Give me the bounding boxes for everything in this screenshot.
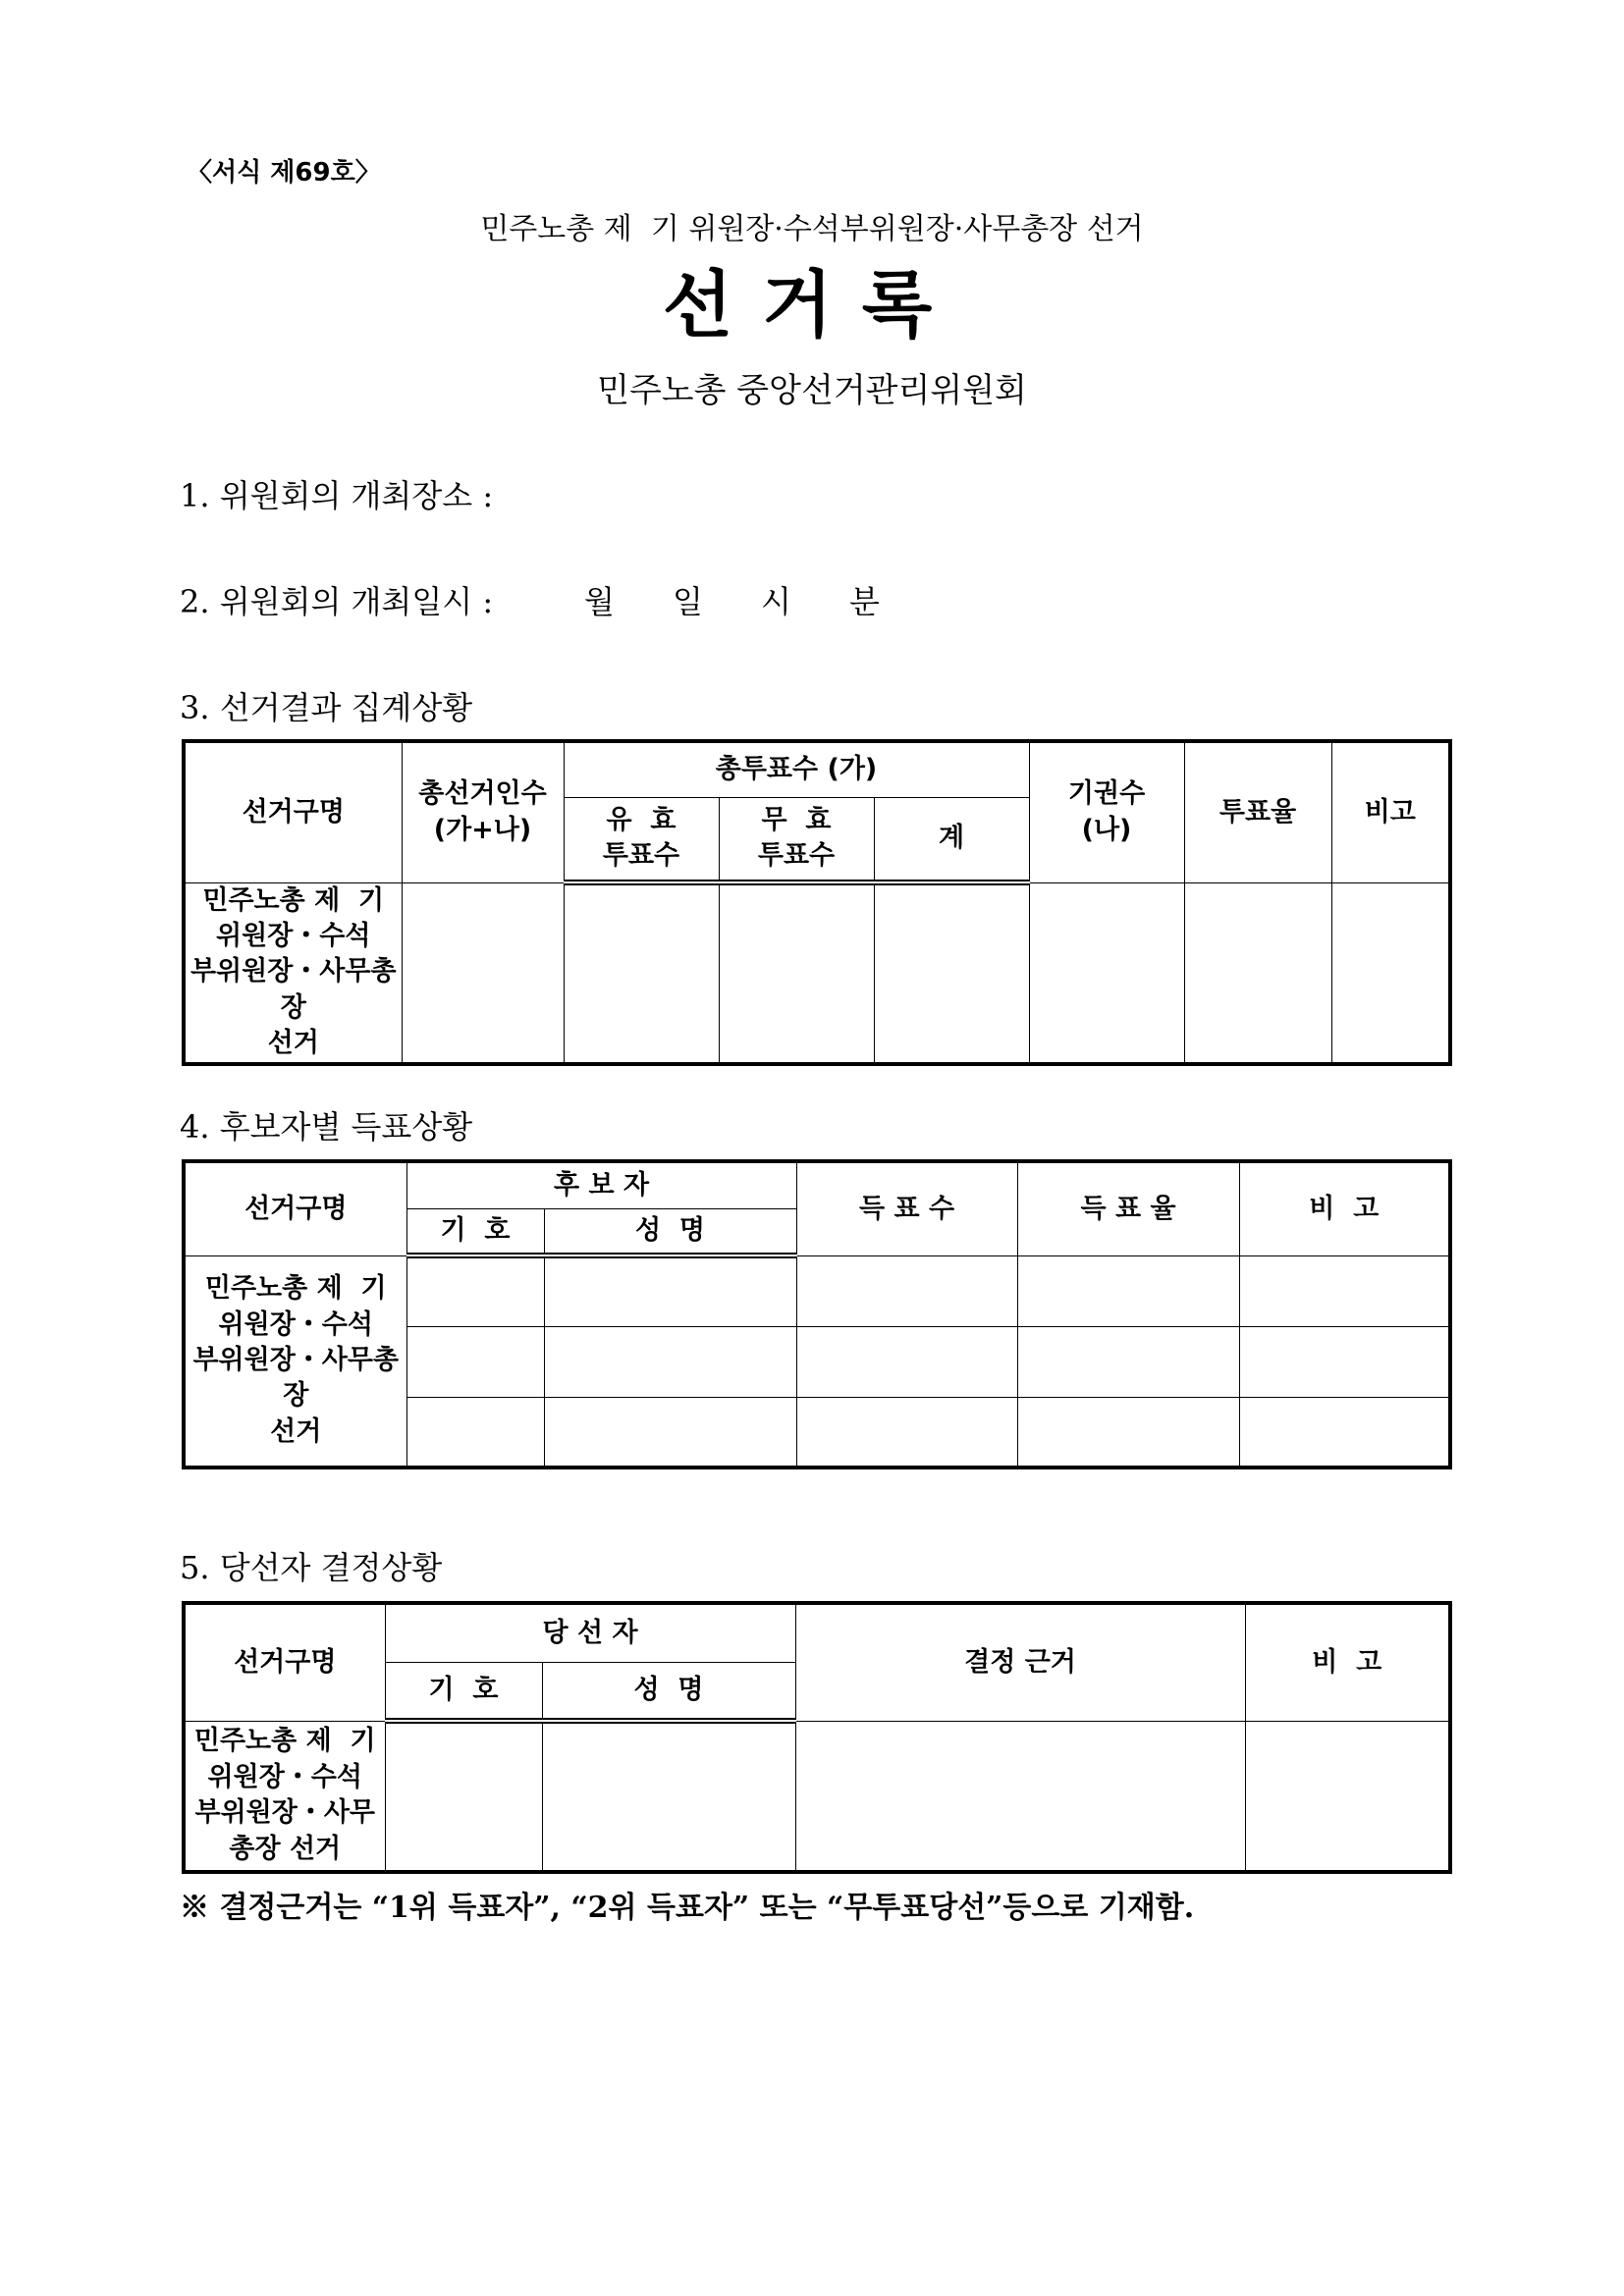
item-meeting-place: 1. 위원회의 개최장소 : <box>180 477 494 514</box>
cell-remarks[interactable] <box>1239 1326 1450 1397</box>
cell-number[interactable] <box>406 1255 544 1326</box>
unit-month: 월 <box>584 583 615 620</box>
cell-turnout[interactable] <box>1184 882 1331 1064</box>
cell-number[interactable] <box>385 1721 542 1872</box>
cell-name[interactable] <box>544 1326 796 1397</box>
cell-votes[interactable] <box>796 1255 1017 1326</box>
row-election-label: 민주노총 제 기 위원장・수석 부위원장・사무총장 선거 <box>184 1255 406 1468</box>
cell-remarks[interactable] <box>1331 882 1450 1064</box>
cell-vote-rate[interactable] <box>1017 1326 1239 1397</box>
header-sum: 계 <box>874 797 1029 882</box>
header-decision-basis: 결정 근거 <box>795 1603 1245 1721</box>
header-election-name: 선거구명 <box>184 1603 385 1721</box>
unit-day: 일 <box>673 583 703 620</box>
header-name: 성 명 <box>544 1208 796 1255</box>
unit-minute: 분 <box>849 583 880 620</box>
cell-number[interactable] <box>406 1326 544 1397</box>
cell-votes[interactable] <box>796 1326 1017 1397</box>
document-title: 선거록 <box>662 263 962 347</box>
cell-votes[interactable] <box>796 1397 1017 1468</box>
header-candidate: 후 보 자 <box>406 1161 796 1208</box>
result-summary-table <box>182 739 1452 1066</box>
row-election-label: 민주노총 제 기 위원장・수석 부위원장・사무 총장 선거 <box>184 1721 385 1872</box>
header-invalid-votes: 무 효 투표수 <box>719 797 874 882</box>
candidate-votes-table <box>182 1159 1452 1469</box>
header-election-name: 선거구명 <box>184 1161 406 1255</box>
header-total-voters: 총선거인수 (가+나) <box>402 741 564 882</box>
datetime-units <box>584 577 938 622</box>
cell-remarks[interactable] <box>1239 1397 1450 1468</box>
item-candidate-votes: 4. 후보자별 득표상황 <box>180 1108 473 1146</box>
header-votes: 득 표 수 <box>796 1161 1017 1255</box>
document-subtitle: 민주노총 제 기 위원장·수석부위원장·사무총장 선거 <box>480 212 1144 246</box>
cell-decision-basis[interactable] <box>795 1721 1245 1872</box>
header-total-votes: 총투표수 (가) <box>564 741 1029 797</box>
winner-decision-table <box>182 1601 1452 1874</box>
header-remarks: 비 고 <box>1239 1161 1450 1255</box>
row-election-label: 민주노총 제 기 위원장・수석 부위원장・사무총장 선거 <box>184 882 402 1064</box>
header-number: 기 호 <box>406 1208 544 1255</box>
cell-remarks[interactable] <box>1239 1255 1450 1326</box>
header-remarks: 비 고 <box>1245 1603 1450 1721</box>
item-meeting-datetime: 2. 위원회의 개최일시 : <box>180 583 494 620</box>
header-number: 기 호 <box>385 1662 542 1721</box>
cell-number[interactable] <box>406 1397 544 1468</box>
form-code: 〈서식 제69호〉 <box>187 158 381 187</box>
header-valid-votes: 유 효 투표수 <box>564 797 719 882</box>
cell-abstentions[interactable] <box>1029 882 1184 1064</box>
cell-vote-rate[interactable] <box>1017 1255 1239 1326</box>
cell-total-voters[interactable] <box>402 882 564 1064</box>
unit-hour: 시 <box>761 583 791 620</box>
item-winner-decision: 5. 당선자 결정상황 <box>180 1549 443 1586</box>
header-abstentions: 기권수 (나) <box>1029 741 1184 882</box>
cell-sum[interactable] <box>874 882 1029 1064</box>
organization-name: 민주노총 중앙선거관리위원회 <box>597 371 1027 410</box>
header-winner: 당 선 자 <box>385 1603 795 1662</box>
cell-remarks[interactable] <box>1245 1721 1450 1872</box>
cell-valid-votes[interactable] <box>564 882 719 1064</box>
header-vote-rate: 득 표 율 <box>1017 1161 1239 1255</box>
header-election-name: 선거구명 <box>184 741 402 882</box>
header-turnout: 투표율 <box>1184 741 1331 882</box>
cell-name[interactable] <box>544 1397 796 1468</box>
cell-name[interactable] <box>544 1255 796 1326</box>
header-name: 성 명 <box>542 1662 795 1721</box>
cell-vote-rate[interactable] <box>1017 1397 1239 1468</box>
footnote: ※ 결정근거는 “1위 득표자”, “2위 득표자” 또는 “무투표당선”등으로 기재함. <box>180 1891 1195 1925</box>
cell-invalid-votes[interactable] <box>719 882 874 1064</box>
cell-name[interactable] <box>542 1721 795 1872</box>
header-remarks: 비고 <box>1331 741 1450 882</box>
item-result-summary: 3. 선거결과 집계상황 <box>180 689 473 726</box>
